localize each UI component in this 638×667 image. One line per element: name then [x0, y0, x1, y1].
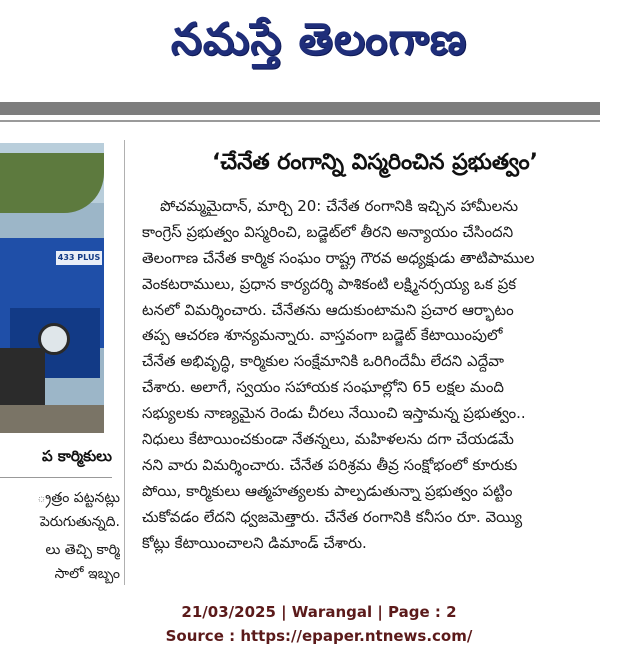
article-line: చుకోవడం లేదని ధ్వజమెత్తారు. చేనేత రంగానికి కనీసం రూ. వెయ్యి: [142, 507, 523, 526]
article-body: [142, 194, 608, 556]
article-line: చేనేత అభివృద్ధి, కార్మికుల సంక్షేమానికి ఒరిగిందేమీ లేదని ఎద్దేవా: [142, 352, 504, 371]
article-line: తప్ప ఆచరణ శూన్యమన్నారు. వాస్తవంగా బడ్జెట్ కేటాయింపులో: [142, 326, 503, 345]
tractor-model-label: 433 PLUS: [56, 251, 102, 265]
article-line: చేశారు. అలాగే, స్వయం సహాయక సంఘాల్లోని 65 లక్షల మంది: [142, 378, 505, 397]
article-line: పోచమ్మమైదాన్, మార్చి 20: చేనేత రంగానికి ఇచ్చిన హామీలను: [160, 197, 519, 215]
article-line: టనలో విమర్శించారు. చేనేతను ఆదుకుంటామని ప్రచార ఆర్భాటం: [142, 300, 514, 319]
source-url[interactable]: Source : https://epaper.ntnews.com/: [165, 627, 473, 645]
masthead-rule-thin: [0, 120, 600, 122]
masthead-title: నమస్తే తెలంగాణ: [170, 14, 468, 65]
left-article-line: ్రత్రం పట్టనట్లు: [37, 490, 120, 506]
source-footer: [0, 600, 638, 660]
left-headline-rule: [0, 477, 112, 478]
article-line: పోయి, కార్మికులు ఆత్మహత్యలకు పాల్పడుతున్నా ప్రభుత్వం పట్టిం: [142, 481, 513, 500]
column-divider: [124, 140, 125, 585]
article-line: వెంకటరాములు, ప్రధాన కార్యదర్శి పాశికంటి లక్ష్మినర్సయ్య ఒక ప్రక: [142, 274, 517, 293]
article-line: నని వారు విమర్శించారు. చేనేత పరిశ్రమ తీవ్ర సంక్షోభంలో కూరుకు: [142, 455, 518, 474]
left-article-line: పెరుగుతున్నది.: [39, 514, 120, 530]
article-headline: ‘చేనేత రంగాన్ని విస్మరించిన ప్రభుత్వం’: [212, 150, 538, 175]
article-line: కోట్లు కేటాయించాలని డిమాండ్ చేశారు.: [142, 533, 367, 552]
left-article-line: లు తెచ్చి కార్మి: [45, 542, 120, 558]
article-line: కాంగ్రెస్ ప్రభుత్వం విస్మరించి, బడ్జెట్‌లో తీరని అన్యాయం చేసిందని: [142, 222, 514, 241]
photo-ground: [0, 405, 104, 433]
photo-trees: [0, 153, 104, 213]
tractor-photo: [0, 143, 104, 433]
article-line: నిధులు కేటాయించకుండా నేతన్నలు, మహిళలను దగా చేయడమే: [142, 430, 514, 449]
edition-info: 21/03/2025 | Warangal | Page : 2: [181, 603, 457, 621]
left-article-headline: ప కార్మికులు: [42, 447, 112, 465]
masthead-rule: [0, 102, 600, 115]
masthead: [0, 0, 638, 90]
article-line: తెలంగాణ చేనేత కార్మిక సంఘం రాష్ట్ర గౌరవ అధ్యక్షుడు తాటిపాముల: [142, 248, 535, 267]
article-line: సభ్యులకు నాణ్యమైన రెండు చీరలు నేయించి ఇస్తామన్న ప్రభుత్వం..: [142, 404, 526, 423]
left-article-line: సాలో ఇబ్బం: [54, 566, 120, 582]
